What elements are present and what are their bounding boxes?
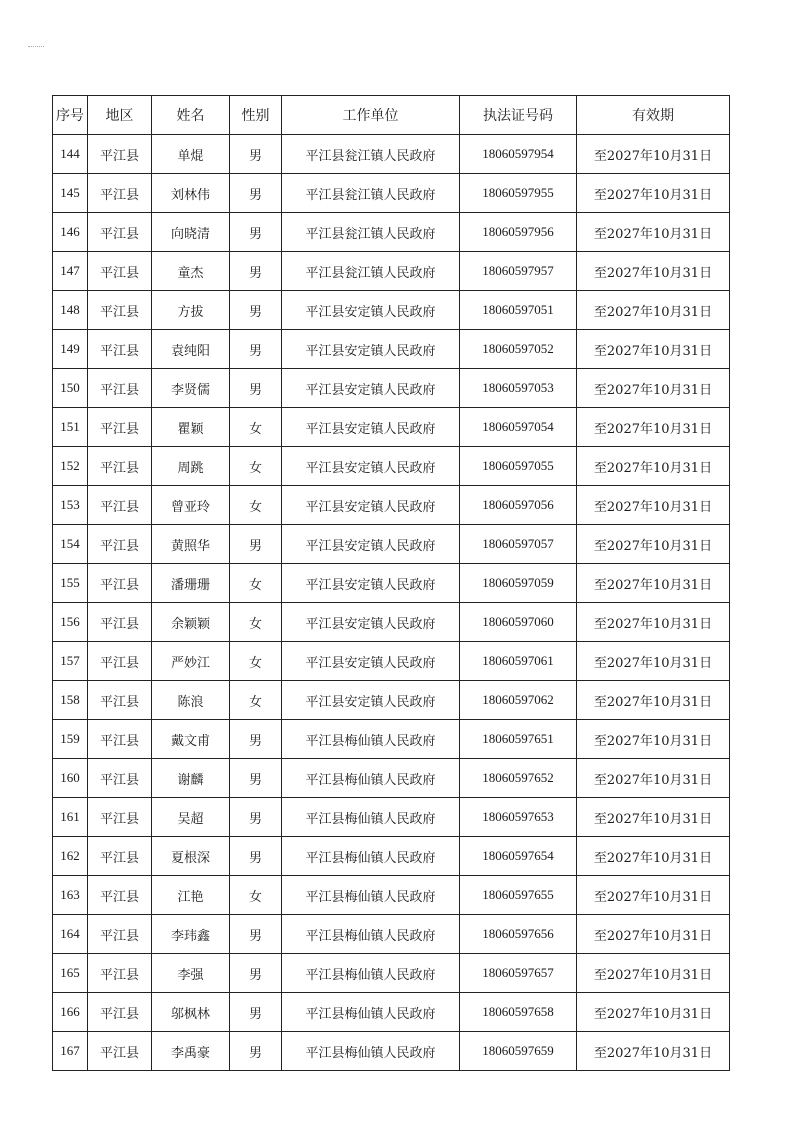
header-serial: 序号: [53, 96, 88, 135]
cell-work-unit: 平江县瓮江镇人民政府: [282, 174, 460, 213]
cell-gender: 男: [230, 993, 282, 1032]
cell-serial: 165: [53, 954, 88, 993]
cell-work-unit: 平江县梅仙镇人民政府: [282, 915, 460, 954]
cell-validity: 至2027年10月31日: [577, 447, 730, 486]
cell-region: 平江县: [88, 681, 152, 720]
table-row: [53, 720, 730, 759]
header-gender: 性别: [230, 96, 282, 135]
cell-serial: 167: [53, 1032, 88, 1071]
cell-certificate-number: 18060597056: [460, 486, 577, 525]
cell-certificate-number: 18060597054: [460, 408, 577, 447]
table-row: [53, 876, 730, 915]
cell-region: 平江县: [88, 798, 152, 837]
cell-serial: 146: [53, 213, 88, 252]
cell-work-unit: 平江县安定镇人民政府: [282, 525, 460, 564]
cell-name: 刘林伟: [152, 174, 230, 213]
table-row: [53, 798, 730, 837]
cell-certificate-number: 18060597652: [460, 759, 577, 798]
cell-name: 李玮鑫: [152, 915, 230, 954]
cell-serial: 161: [53, 798, 88, 837]
cell-region: 平江县: [88, 408, 152, 447]
cell-gender: 女: [230, 564, 282, 603]
cell-serial: 147: [53, 252, 88, 291]
cell-region: 平江县: [88, 915, 152, 954]
cell-work-unit: 平江县梅仙镇人民政府: [282, 798, 460, 837]
cell-validity: 至2027年10月31日: [577, 603, 730, 642]
cell-serial: 145: [53, 174, 88, 213]
cell-certificate-number: 18060597655: [460, 876, 577, 915]
scan-corner-mark: [28, 46, 44, 49]
cell-work-unit: 平江县安定镇人民政府: [282, 330, 460, 369]
cell-gender: 男: [230, 369, 282, 408]
header-work-unit: 工作单位: [282, 96, 460, 135]
cell-name: 李贤儒: [152, 369, 230, 408]
cell-gender: 男: [230, 837, 282, 876]
table-row: [53, 759, 730, 798]
cell-gender: 男: [230, 135, 282, 174]
cell-gender: 女: [230, 408, 282, 447]
cell-gender: 男: [230, 798, 282, 837]
cell-certificate-number: 18060597062: [460, 681, 577, 720]
cell-work-unit: 平江县安定镇人民政府: [282, 642, 460, 681]
cell-name: 袁纯阳: [152, 330, 230, 369]
cell-serial: 154: [53, 525, 88, 564]
cell-work-unit: 平江县安定镇人民政府: [282, 603, 460, 642]
cell-gender: 男: [230, 252, 282, 291]
table-row: [53, 915, 730, 954]
cell-gender: 女: [230, 681, 282, 720]
table-row: [53, 447, 730, 486]
table-row: [53, 603, 730, 642]
cell-serial: 150: [53, 369, 88, 408]
table-row: [53, 486, 730, 525]
cell-validity: 至2027年10月31日: [577, 486, 730, 525]
cell-gender: 男: [230, 330, 282, 369]
cell-gender: 女: [230, 486, 282, 525]
cell-certificate-number: 18060597957: [460, 252, 577, 291]
table-row: [53, 291, 730, 330]
cell-validity: 至2027年10月31日: [577, 876, 730, 915]
cell-region: 平江县: [88, 720, 152, 759]
cell-name: 邬枫林: [152, 993, 230, 1032]
cell-serial: 158: [53, 681, 88, 720]
cell-gender: 女: [230, 876, 282, 915]
cell-gender: 男: [230, 915, 282, 954]
cell-validity: 至2027年10月31日: [577, 759, 730, 798]
cell-gender: 男: [230, 525, 282, 564]
table-header: [53, 96, 730, 135]
cell-name: 严妙江: [152, 642, 230, 681]
table-row: [53, 1032, 730, 1071]
cell-serial: 166: [53, 993, 88, 1032]
cell-serial: 160: [53, 759, 88, 798]
cell-serial: 159: [53, 720, 88, 759]
cell-work-unit: 平江县安定镇人民政府: [282, 486, 460, 525]
table-row: [53, 837, 730, 876]
cell-certificate-number: 18060597061: [460, 642, 577, 681]
table-row: [53, 993, 730, 1032]
cell-region: 平江县: [88, 837, 152, 876]
cell-work-unit: 平江县安定镇人民政府: [282, 564, 460, 603]
cell-certificate-number: 18060597956: [460, 213, 577, 252]
cell-validity: 至2027年10月31日: [577, 330, 730, 369]
cell-name: 曾亚玲: [152, 486, 230, 525]
table-row: [53, 408, 730, 447]
cell-name: 周跳: [152, 447, 230, 486]
cell-serial: 153: [53, 486, 88, 525]
cell-serial: 157: [53, 642, 88, 681]
cell-name: 谢麟: [152, 759, 230, 798]
cell-region: 平江县: [88, 447, 152, 486]
cell-region: 平江县: [88, 603, 152, 642]
cell-validity: 至2027年10月31日: [577, 135, 730, 174]
cell-certificate-number: 18060597954: [460, 135, 577, 174]
cell-region: 平江县: [88, 876, 152, 915]
table-row: [53, 213, 730, 252]
table-row: [53, 252, 730, 291]
cell-name: 瞿颖: [152, 408, 230, 447]
cell-serial: 156: [53, 603, 88, 642]
cell-validity: 至2027年10月31日: [577, 720, 730, 759]
cell-name: 童杰: [152, 252, 230, 291]
table-row: [53, 174, 730, 213]
cell-name: 李强: [152, 954, 230, 993]
cell-region: 平江县: [88, 642, 152, 681]
cell-region: 平江县: [88, 174, 152, 213]
cell-name: 方拔: [152, 291, 230, 330]
cell-validity: 至2027年10月31日: [577, 837, 730, 876]
cell-work-unit: 平江县梅仙镇人民政府: [282, 954, 460, 993]
cell-validity: 至2027年10月31日: [577, 213, 730, 252]
table-body: [53, 135, 730, 1071]
cell-region: 平江县: [88, 525, 152, 564]
cell-work-unit: 平江县梅仙镇人民政府: [282, 876, 460, 915]
cell-name: 江艳: [152, 876, 230, 915]
cell-serial: 151: [53, 408, 88, 447]
cell-name: 吴超: [152, 798, 230, 837]
cell-validity: 至2027年10月31日: [577, 642, 730, 681]
cell-certificate-number: 18060597055: [460, 447, 577, 486]
cell-validity: 至2027年10月31日: [577, 798, 730, 837]
cell-region: 平江县: [88, 954, 152, 993]
header-row: [53, 96, 730, 135]
table-row: [53, 954, 730, 993]
cell-work-unit: 平江县梅仙镇人民政府: [282, 759, 460, 798]
table-row: [53, 330, 730, 369]
cell-certificate-number: 18060597051: [460, 291, 577, 330]
cell-serial: 144: [53, 135, 88, 174]
cell-certificate-number: 18060597052: [460, 330, 577, 369]
cell-validity: 至2027年10月31日: [577, 954, 730, 993]
cell-gender: 男: [230, 213, 282, 252]
cell-region: 平江县: [88, 330, 152, 369]
cell-work-unit: 平江县安定镇人民政府: [282, 369, 460, 408]
cell-work-unit: 平江县安定镇人民政府: [282, 408, 460, 447]
cell-name: 向晓清: [152, 213, 230, 252]
cell-work-unit: 平江县瓮江镇人民政府: [282, 213, 460, 252]
cell-serial: 164: [53, 915, 88, 954]
cell-certificate-number: 18060597955: [460, 174, 577, 213]
cell-name: 单焜: [152, 135, 230, 174]
table-row: [53, 564, 730, 603]
cell-serial: 148: [53, 291, 88, 330]
cell-name: 陈浪: [152, 681, 230, 720]
cell-region: 平江县: [88, 1032, 152, 1071]
cell-certificate-number: 18060597657: [460, 954, 577, 993]
cell-name: 余颖颖: [152, 603, 230, 642]
cell-gender: 男: [230, 759, 282, 798]
cell-region: 平江县: [88, 135, 152, 174]
cell-validity: 至2027年10月31日: [577, 993, 730, 1032]
table-row: [53, 681, 730, 720]
cell-region: 平江县: [88, 759, 152, 798]
cell-validity: 至2027年10月31日: [577, 252, 730, 291]
cell-gender: 女: [230, 642, 282, 681]
cell-work-unit: 平江县瓮江镇人民政府: [282, 252, 460, 291]
table-row: [53, 369, 730, 408]
cell-certificate-number: 18060597651: [460, 720, 577, 759]
cell-gender: 女: [230, 603, 282, 642]
cell-region: 平江县: [88, 486, 152, 525]
cell-serial: 163: [53, 876, 88, 915]
cell-serial: 152: [53, 447, 88, 486]
cell-work-unit: 平江县梅仙镇人民政府: [282, 993, 460, 1032]
cell-work-unit: 平江县安定镇人民政府: [282, 291, 460, 330]
cell-certificate-number: 18060597659: [460, 1032, 577, 1071]
table-row: [53, 525, 730, 564]
table-row: [53, 135, 730, 174]
cell-region: 平江县: [88, 993, 152, 1032]
cell-serial: 155: [53, 564, 88, 603]
cell-gender: 男: [230, 174, 282, 213]
cell-region: 平江县: [88, 213, 152, 252]
cell-validity: 至2027年10月31日: [577, 291, 730, 330]
header-validity: 有效期: [577, 96, 730, 135]
cell-validity: 至2027年10月31日: [577, 1032, 730, 1071]
cell-validity: 至2027年10月31日: [577, 174, 730, 213]
enforcement-certificate-table: [52, 95, 730, 1071]
cell-gender: 男: [230, 954, 282, 993]
header-region: 地区: [88, 96, 152, 135]
cell-work-unit: 平江县安定镇人民政府: [282, 681, 460, 720]
cell-gender: 女: [230, 447, 282, 486]
cell-gender: 男: [230, 720, 282, 759]
header-name: 姓名: [152, 96, 230, 135]
cell-certificate-number: 18060597656: [460, 915, 577, 954]
cell-validity: 至2027年10月31日: [577, 369, 730, 408]
cell-region: 平江县: [88, 369, 152, 408]
cell-name: 戴文甫: [152, 720, 230, 759]
cell-validity: 至2027年10月31日: [577, 408, 730, 447]
cell-work-unit: 平江县梅仙镇人民政府: [282, 720, 460, 759]
cell-certificate-number: 18060597057: [460, 525, 577, 564]
cell-certificate-number: 18060597060: [460, 603, 577, 642]
cell-serial: 149: [53, 330, 88, 369]
cell-validity: 至2027年10月31日: [577, 915, 730, 954]
cell-certificate-number: 18060597653: [460, 798, 577, 837]
cell-gender: 男: [230, 1032, 282, 1071]
cell-validity: 至2027年10月31日: [577, 525, 730, 564]
cell-certificate-number: 18060597053: [460, 369, 577, 408]
cell-certificate-number: 18060597059: [460, 564, 577, 603]
cell-name: 黄照华: [152, 525, 230, 564]
cell-serial: 162: [53, 837, 88, 876]
cell-work-unit: 平江县安定镇人民政府: [282, 447, 460, 486]
cell-gender: 男: [230, 291, 282, 330]
cell-region: 平江县: [88, 252, 152, 291]
cell-name: 潘珊珊: [152, 564, 230, 603]
table-row: [53, 642, 730, 681]
cell-validity: 至2027年10月31日: [577, 681, 730, 720]
cell-name: 李禹豪: [152, 1032, 230, 1071]
cell-work-unit: 平江县梅仙镇人民政府: [282, 1032, 460, 1071]
cell-certificate-number: 18060597658: [460, 993, 577, 1032]
cell-validity: 至2027年10月31日: [577, 564, 730, 603]
cell-certificate-number: 18060597654: [460, 837, 577, 876]
cell-work-unit: 平江县梅仙镇人民政府: [282, 837, 460, 876]
cell-work-unit: 平江县瓮江镇人民政府: [282, 135, 460, 174]
cell-region: 平江县: [88, 564, 152, 603]
cell-region: 平江县: [88, 291, 152, 330]
header-certificate-number: 执法证号码: [460, 96, 577, 135]
cell-name: 夏根深: [152, 837, 230, 876]
